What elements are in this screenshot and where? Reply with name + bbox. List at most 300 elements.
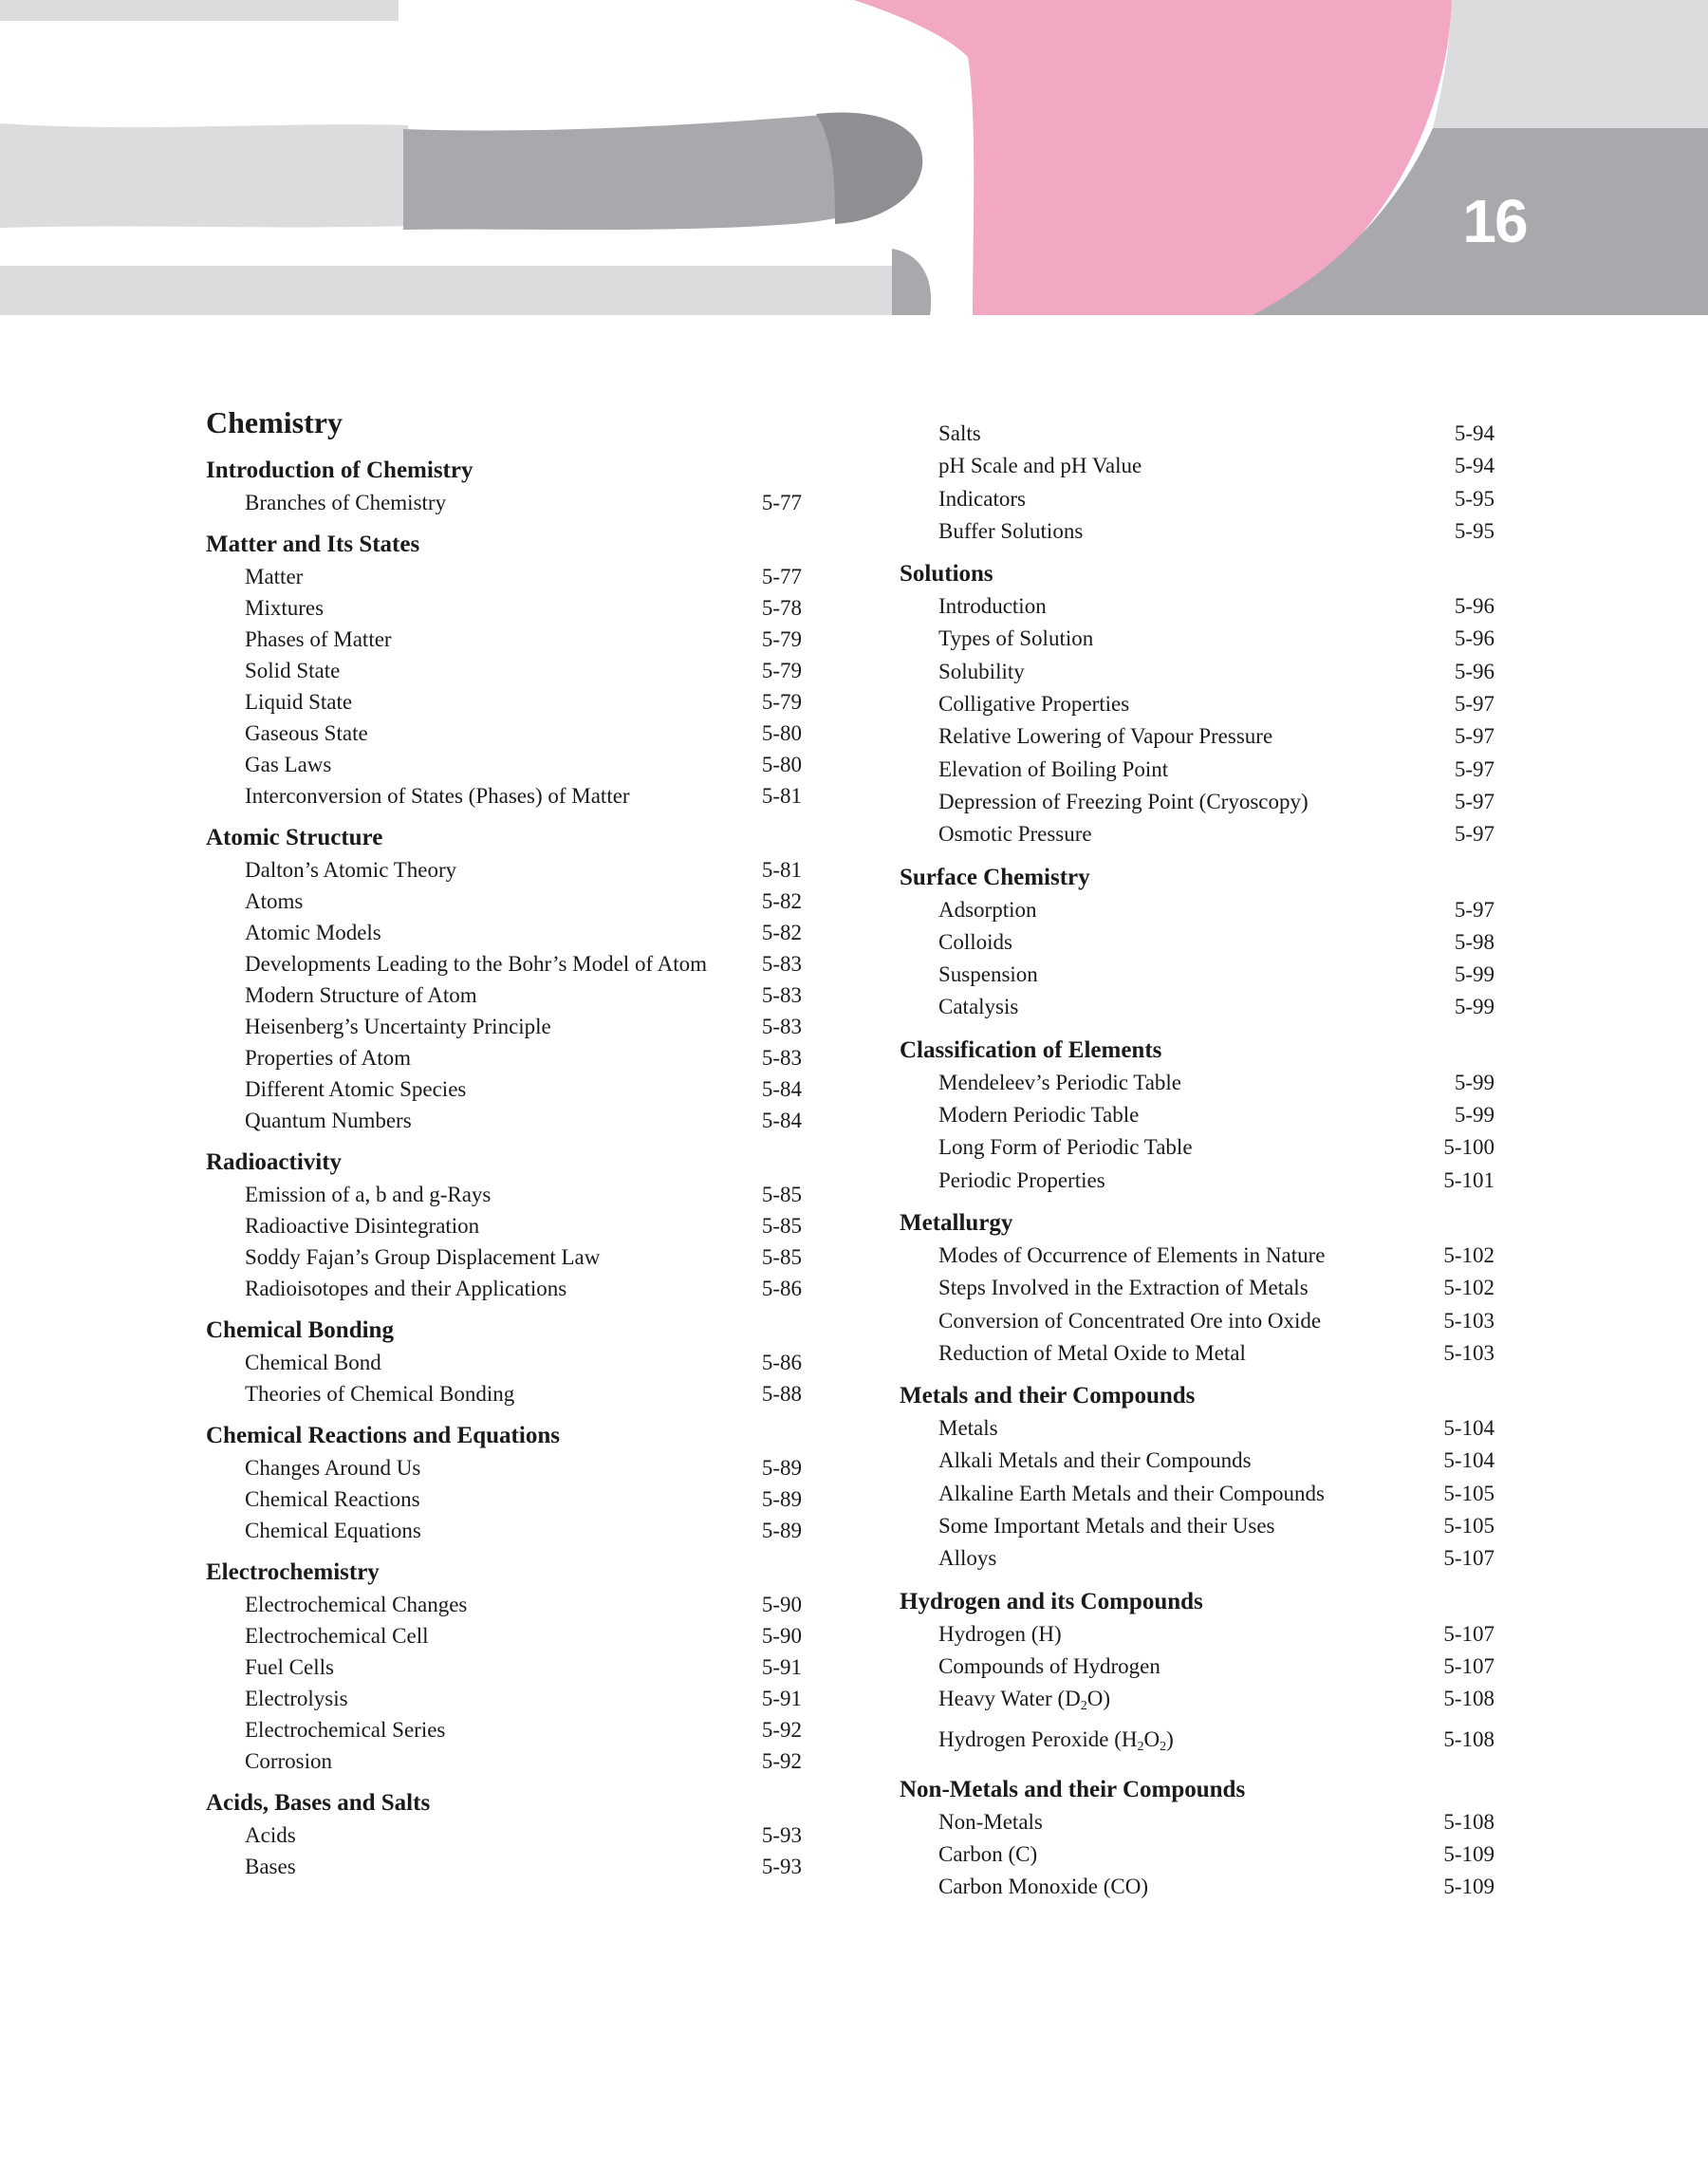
toc-entry-page: 5-93 bbox=[761, 1823, 802, 1848]
toc-entry-label bbox=[938, 959, 1038, 991]
toc-entry-label-text: Radioisotopes and their Applications bbox=[245, 1277, 567, 1301]
toc-section-title[interactable]: Hydrogen and its Compounds bbox=[900, 1588, 1203, 1614]
toc-entry-label bbox=[245, 1620, 429, 1651]
toc-entry-label-text: Buffer Solutions bbox=[938, 518, 1084, 543]
toc-entry-page: 5-103 bbox=[1443, 1308, 1494, 1333]
toc-section-title[interactable]: Metals and their Compounds bbox=[900, 1383, 1196, 1409]
toc-entry-page: 5-85 bbox=[761, 1214, 802, 1239]
toc-entry-label bbox=[245, 1011, 551, 1042]
toc-section-title[interactable]: Electrochemistry bbox=[206, 1559, 380, 1586]
banner-graphic bbox=[0, 0, 1708, 315]
toc-entry-page: 5-82 bbox=[761, 921, 802, 945]
toc-entry-label bbox=[245, 854, 456, 886]
toc-entry-page: 5-97 bbox=[1454, 789, 1494, 813]
toc-section bbox=[900, 1382, 1494, 1575]
toc-entry-label bbox=[938, 1542, 996, 1575]
toc-entry[interactable] bbox=[206, 886, 802, 917]
toc-entry-label bbox=[938, 1099, 1139, 1131]
toc-section-title[interactable]: Surface Chemistry bbox=[900, 864, 1090, 890]
toc-entry[interactable] bbox=[900, 1240, 1494, 1272]
toc-entry-page: 5-109 bbox=[1443, 1875, 1494, 1899]
toc-entry-page: 5-97 bbox=[1454, 822, 1494, 847]
toc-entry-page: 5-99 bbox=[1454, 995, 1494, 1019]
toc-entry[interactable] bbox=[900, 1478, 1494, 1510]
subscript: 2 bbox=[1080, 1699, 1087, 1714]
toc-entry-label-text: Electrochemical Cell bbox=[245, 1624, 429, 1649]
toc-entry-label bbox=[938, 1683, 1110, 1723]
toc-entry[interactable] bbox=[900, 688, 1494, 720]
subscript: 2 bbox=[1137, 1739, 1144, 1754]
toc-entry-label bbox=[938, 1618, 1062, 1651]
toc-entry-page: 5-77 bbox=[761, 491, 802, 515]
toc-entry-label-text: Osmotic Pressure bbox=[938, 822, 1092, 847]
toc-entry-label-text: Theories of Chemical Bonding bbox=[245, 1382, 515, 1407]
toc-entry-page: 5-102 bbox=[1443, 1276, 1494, 1300]
toc-entry-label-text: Non-Metals bbox=[938, 1809, 1043, 1834]
toc-entry-label-text: pH Scale and pH Value bbox=[938, 454, 1142, 478]
toc-entry[interactable] bbox=[206, 1210, 802, 1241]
toc-entry-page: 5-105 bbox=[1443, 1481, 1494, 1505]
toc-entry[interactable] bbox=[206, 592, 802, 624]
toc-section-title[interactable]: Solutions bbox=[900, 561, 993, 588]
toc-entry-label-text: Developments Leading to the Bohr’s Model of Atom bbox=[245, 952, 707, 977]
toc-entry[interactable] bbox=[206, 1179, 802, 1210]
toc-entry-label-text: Some Important Metals and their Uses bbox=[938, 1514, 1275, 1539]
toc-entry-label-text: Phases of Matter bbox=[245, 627, 392, 652]
toc-entry-page: 5-83 bbox=[761, 952, 802, 977]
toc-entry-label bbox=[245, 917, 381, 948]
toc-section-title[interactable]: Introduction of Chemistry bbox=[206, 457, 473, 484]
toc-section-title[interactable]: Atomic Structure bbox=[206, 825, 383, 851]
toc-entry-label-text: Acids bbox=[245, 1823, 296, 1848]
toc-section bbox=[900, 1588, 1494, 1763]
toc-entry-label-text: Metals bbox=[938, 1416, 998, 1441]
toc-entry[interactable] bbox=[206, 686, 802, 718]
toc-entry[interactable] bbox=[900, 1724, 1494, 1763]
toc-entry-label-text: Periodic Properties bbox=[938, 1167, 1105, 1192]
toc-entry-page: 5-89 bbox=[761, 1487, 802, 1512]
toc-entry-label bbox=[938, 1067, 1181, 1099]
toc-entry-page: 5-99 bbox=[1454, 1103, 1494, 1128]
toc-entry[interactable] bbox=[900, 1871, 1494, 1903]
toc-entry[interactable] bbox=[206, 1042, 802, 1073]
toc-entry-page: 5-97 bbox=[1454, 897, 1494, 922]
toc-entry-page: 5-99 bbox=[1454, 1070, 1494, 1094]
toc-entry[interactable] bbox=[206, 1683, 802, 1714]
toc-section bbox=[206, 1422, 802, 1546]
toc-entry-label bbox=[245, 487, 446, 518]
toc-section-title[interactable]: Radioactivity bbox=[206, 1149, 343, 1176]
toc-entry[interactable] bbox=[900, 1510, 1494, 1542]
toc-entry[interactable] bbox=[900, 656, 1494, 688]
toc-entry-label-text: Suspension bbox=[938, 962, 1038, 987]
toc-entry-label bbox=[938, 590, 1047, 623]
toc-entry-label-text: Types of Solution bbox=[938, 626, 1094, 651]
toc-entry-page: 5-83 bbox=[761, 1046, 802, 1071]
toc-entry[interactable] bbox=[206, 1483, 802, 1515]
toc-entry-label-text: ) bbox=[1166, 1726, 1174, 1751]
toc-entry-label bbox=[245, 1651, 334, 1683]
toc-entry-label-text: Colloids bbox=[938, 929, 1012, 954]
header-banner bbox=[0, 0, 1708, 315]
toc-entry-page: 5-92 bbox=[761, 1718, 802, 1743]
toc-right-sections bbox=[900, 560, 1494, 1904]
toc-entry-label-text: Bases bbox=[245, 1855, 296, 1879]
toc-entry-page: 5-108 bbox=[1443, 1726, 1494, 1751]
toc-entry-label bbox=[938, 1478, 1325, 1510]
toc-entry-label-text: Chemical Reactions bbox=[245, 1487, 420, 1512]
toc-section bbox=[900, 1209, 1494, 1370]
toc-entry[interactable] bbox=[900, 1099, 1494, 1131]
toc-entry-label bbox=[245, 1745, 332, 1777]
toc-entry-label bbox=[245, 686, 352, 718]
toc-entry-page: 5-105 bbox=[1443, 1514, 1494, 1539]
toc-section bbox=[206, 1316, 802, 1409]
toc-entry-label-text: Adsorption bbox=[938, 897, 1037, 922]
toc-entry[interactable] bbox=[900, 450, 1494, 482]
toc-entry-label bbox=[245, 624, 392, 655]
toc-entry-label-text: Gaseous State bbox=[245, 721, 368, 746]
toc-entry-label bbox=[245, 1105, 412, 1136]
toc-entry[interactable] bbox=[900, 1445, 1494, 1477]
toc-entry-label-text: Changes Around Us bbox=[245, 1456, 421, 1481]
toc-entry-label-text: Chemical Equations bbox=[245, 1519, 421, 1543]
toc-entry-label bbox=[938, 1871, 1148, 1903]
toc-entry-page: 5-99 bbox=[1454, 962, 1494, 987]
toc-entry-label bbox=[245, 1483, 420, 1515]
toc-section bbox=[206, 1148, 802, 1304]
toc-entry[interactable] bbox=[900, 418, 1494, 450]
toc-entry-page: 5-90 bbox=[761, 1624, 802, 1649]
toc-entry-label-text: Modes of Occurrence of Elements in Nature bbox=[938, 1242, 1326, 1267]
toc-entry-page: 5-82 bbox=[761, 889, 802, 914]
toc-entry-page: 5-100 bbox=[1443, 1135, 1494, 1160]
toc-section bbox=[206, 1558, 802, 1777]
toc-entry[interactable] bbox=[900, 483, 1494, 515]
toc-entry[interactable] bbox=[206, 1589, 802, 1620]
toc-entry-page: 5-104 bbox=[1443, 1416, 1494, 1441]
toc-left-sections bbox=[206, 457, 802, 1882]
toc-section bbox=[206, 1789, 802, 1882]
toc-entry-label-text: Catalysis bbox=[938, 995, 1019, 1019]
toc-entry-label bbox=[245, 948, 707, 980]
toc-entry[interactable] bbox=[900, 991, 1494, 1023]
toc-entry-label-text: Different Atomic Species bbox=[245, 1077, 467, 1102]
toc-entry-label-text: Branches of Chemistry bbox=[245, 491, 447, 515]
toc-entry-page: 5-89 bbox=[761, 1519, 802, 1543]
toc-entry-page: 5-83 bbox=[761, 983, 802, 1008]
toc-entry[interactable] bbox=[206, 1011, 802, 1042]
toc-entry-label-text: Liquid State bbox=[245, 690, 353, 715]
toc-entry[interactable] bbox=[900, 959, 1494, 991]
toc-entry-label-text: Electrolysis bbox=[245, 1687, 348, 1711]
toc-entry-label-text: Heavy Water (D bbox=[938, 1687, 1081, 1711]
subscript: 2 bbox=[1160, 1739, 1167, 1754]
toc-entry[interactable] bbox=[900, 754, 1494, 786]
toc-entry[interactable] bbox=[900, 1165, 1494, 1197]
toc-entry-page: 5-90 bbox=[761, 1593, 802, 1617]
toc-entry-page: 5-79 bbox=[761, 659, 802, 683]
toc-entry[interactable] bbox=[900, 818, 1494, 850]
toc-section bbox=[900, 560, 1494, 850]
toc-entry-label-text: Electrochemical Series bbox=[245, 1718, 446, 1743]
toc-entry-label bbox=[245, 592, 324, 624]
toc-entry-label-text: Atomic Models bbox=[245, 921, 381, 945]
toc-entry-label bbox=[938, 926, 1012, 959]
toc-entry-label bbox=[245, 1851, 296, 1882]
toc-entry[interactable] bbox=[206, 917, 802, 948]
toc-section bbox=[900, 1036, 1494, 1197]
toc-entry-label bbox=[245, 1241, 600, 1273]
toc-entry[interactable] bbox=[206, 948, 802, 980]
toc-entry[interactable] bbox=[900, 926, 1494, 959]
toc-entry-label bbox=[938, 1272, 1309, 1304]
toc-entry-label bbox=[938, 483, 1026, 515]
toc-continued-items bbox=[900, 418, 1494, 548]
toc-entry[interactable] bbox=[900, 515, 1494, 548]
toc-entry[interactable] bbox=[206, 1073, 802, 1105]
toc-entry[interactable] bbox=[206, 1819, 802, 1851]
toc-entry-label-text: Mixtures bbox=[245, 596, 325, 621]
toc-entry-label bbox=[938, 1806, 1043, 1838]
toc-entry[interactable] bbox=[900, 720, 1494, 753]
toc-entry-label-text: Modern Periodic Table bbox=[938, 1103, 1140, 1128]
toc-entry[interactable] bbox=[206, 1378, 802, 1409]
toc-entry-page: 5-81 bbox=[761, 858, 802, 883]
toc-entry[interactable] bbox=[206, 1714, 802, 1745]
toc-entry[interactable] bbox=[206, 749, 802, 780]
toc-entry[interactable] bbox=[206, 1105, 802, 1136]
toc-entry-label-text: Dalton’s Atomic Theory bbox=[245, 858, 457, 883]
toc-section-title[interactable]: Chemical Reactions and Equations bbox=[206, 1423, 560, 1449]
toc-entry-label-text: Indicators bbox=[938, 486, 1026, 511]
toc-entry-page: 5-89 bbox=[761, 1456, 802, 1481]
toc-entry-label-text: Long Form of Periodic Table bbox=[938, 1135, 1193, 1160]
toc-entry-label bbox=[245, 1273, 566, 1304]
toc-entry-label bbox=[245, 886, 303, 917]
toc-section bbox=[206, 531, 802, 812]
toc-entry-label bbox=[938, 1165, 1105, 1197]
toc-entry-page: 5-81 bbox=[761, 784, 802, 809]
toc-entry[interactable] bbox=[206, 1851, 802, 1882]
toc-entry[interactable] bbox=[206, 655, 802, 686]
toc-entry-page: 5-103 bbox=[1443, 1340, 1494, 1365]
toc-entry[interactable] bbox=[206, 718, 802, 749]
toc-entry-label-text: Quantum Numbers bbox=[245, 1109, 412, 1133]
toc-entry[interactable] bbox=[900, 1683, 1494, 1723]
toc-entry-label bbox=[938, 894, 1037, 926]
toc-entry-page: 5-96 bbox=[1454, 626, 1494, 651]
toc-entry-label-text: Electrochemical Changes bbox=[245, 1593, 468, 1617]
toc-entry-label bbox=[245, 1819, 296, 1851]
toc-entry-page: 5-84 bbox=[761, 1077, 802, 1102]
toc-entry-label-text: Relative Lowering of Vapour Pressure bbox=[938, 724, 1273, 749]
toc-entry-page: 5-101 bbox=[1443, 1167, 1494, 1192]
toc-entry-label bbox=[245, 561, 303, 592]
toc-entry-label-text: Mendeleev’s Periodic Table bbox=[938, 1070, 1181, 1094]
toc-entry-label-text: Alloys bbox=[938, 1546, 997, 1571]
toc-entry-label bbox=[938, 991, 1018, 1023]
toc-entry-label bbox=[245, 1683, 348, 1714]
toc-entry-label bbox=[938, 1651, 1160, 1683]
toc-entry[interactable] bbox=[900, 1618, 1494, 1651]
toc-section-title[interactable]: Chemical Bonding bbox=[206, 1317, 394, 1344]
toc-entry-label bbox=[245, 1589, 467, 1620]
toc-section-title[interactable]: Classification of Elements bbox=[900, 1036, 1162, 1063]
toc-entry-label-text: Interconversion of States (Phases) of Matter bbox=[245, 784, 630, 809]
toc-entry[interactable] bbox=[206, 561, 802, 592]
toc-entry-label-text: O bbox=[1143, 1726, 1160, 1751]
toc-entry[interactable] bbox=[206, 780, 802, 812]
toc-entry-label-text: Gas Laws bbox=[245, 753, 332, 777]
toc-entry-label bbox=[938, 818, 1092, 850]
toc-entry-label-text: Atoms bbox=[245, 889, 304, 914]
toc-section-title[interactable]: Metallurgy bbox=[900, 1209, 1013, 1236]
toc-entry-label-text: Modern Structure of Atom bbox=[245, 983, 477, 1008]
toc-entry-label-text: Hydrogen (H) bbox=[938, 1621, 1062, 1646]
toc-entry[interactable] bbox=[206, 854, 802, 886]
toc-entry-page: 5-109 bbox=[1443, 1842, 1494, 1867]
chapter-number: 16 bbox=[1462, 187, 1527, 255]
toc-entry-label-text: Solubility bbox=[938, 659, 1025, 683]
toc-entry-label bbox=[245, 1452, 420, 1483]
toc-entry-page: 5-94 bbox=[1454, 421, 1494, 445]
toc-entry-label bbox=[938, 1305, 1321, 1337]
toc-right-column bbox=[900, 418, 1494, 1916]
toc-entry-page: 5-96 bbox=[1454, 594, 1494, 619]
toc-entry-label-text: Alkali Metals and their Compounds bbox=[938, 1448, 1252, 1473]
toc-entry-label bbox=[938, 1724, 1174, 1763]
toc-entry[interactable] bbox=[206, 487, 802, 518]
toc-entry-label-text: Emission of a, b and g-Rays bbox=[245, 1183, 492, 1207]
toc-entry[interactable] bbox=[206, 1620, 802, 1651]
toc-entry[interactable] bbox=[206, 1515, 802, 1546]
toc-entry-label-text: Introduction bbox=[938, 594, 1047, 619]
toc-entry[interactable] bbox=[900, 1067, 1494, 1099]
toc-entry-label bbox=[245, 1179, 491, 1210]
toc-entry[interactable] bbox=[900, 1337, 1494, 1370]
toc-entry-label-text: O) bbox=[1086, 1687, 1110, 1711]
toc-entry-label-text: Soddy Fajan’s Group Displacement Law bbox=[245, 1245, 601, 1270]
toc-entry[interactable] bbox=[900, 1131, 1494, 1164]
toc-entry-page: 5-79 bbox=[761, 690, 802, 715]
toc-entry-page: 5-107 bbox=[1443, 1653, 1494, 1678]
toc-entry-label bbox=[938, 1510, 1275, 1542]
toc-entry-label-text: Carbon (C) bbox=[938, 1842, 1038, 1867]
toc-entry-label bbox=[938, 656, 1025, 688]
toc-section-title[interactable]: Non-Metals and their Compounds bbox=[900, 1776, 1246, 1802]
toc-entry[interactable] bbox=[900, 590, 1494, 623]
toc-entry[interactable] bbox=[900, 786, 1494, 818]
toc-entry-label-text: Compounds of Hydrogen bbox=[938, 1653, 1160, 1678]
toc-entry-page: 5-91 bbox=[761, 1655, 802, 1680]
toc-entry-page: 5-95 bbox=[1454, 518, 1494, 543]
toc-entry-label bbox=[245, 1515, 421, 1546]
toc-entry-label bbox=[938, 720, 1272, 753]
toc-entry-label bbox=[245, 1378, 514, 1409]
toc-entry-page: 5-97 bbox=[1454, 692, 1494, 717]
toc-entry[interactable] bbox=[206, 1452, 802, 1483]
toc-entry-page: 5-108 bbox=[1443, 1687, 1494, 1711]
toc-entry-label-text: Fuel Cells bbox=[245, 1655, 334, 1680]
toc-entry-page: 5-86 bbox=[761, 1277, 802, 1301]
toc-entry-page: 5-98 bbox=[1454, 929, 1494, 954]
toc-entry[interactable] bbox=[206, 1347, 802, 1378]
toc-entry-label-text: Conversion of Concentrated Ore into Oxide bbox=[938, 1308, 1322, 1333]
toc-entry[interactable] bbox=[900, 1305, 1494, 1337]
toc-entry-page: 5-77 bbox=[761, 565, 802, 589]
toc-entry-label-text: Chemical Bond bbox=[245, 1351, 381, 1375]
toc-entry-page: 5-102 bbox=[1443, 1242, 1494, 1267]
toc-entry-label bbox=[245, 980, 477, 1011]
toc-entry[interactable] bbox=[900, 1651, 1494, 1683]
toc-entry-label bbox=[938, 1412, 998, 1445]
toc-entry-label bbox=[938, 1445, 1252, 1477]
toc-entry-page: 5-108 bbox=[1443, 1809, 1494, 1834]
toc-section-title[interactable]: Matter and Its States bbox=[206, 532, 420, 558]
toc-entry[interactable] bbox=[206, 624, 802, 655]
toc-entry[interactable] bbox=[900, 1806, 1494, 1838]
toc-entry-label bbox=[245, 1042, 411, 1073]
toc-entry-label-text: Salts bbox=[938, 421, 981, 445]
toc-section-title[interactable]: Acids, Bases and Salts bbox=[206, 1790, 431, 1817]
toc-entry-page: 5-107 bbox=[1443, 1546, 1494, 1571]
toc-entry-label bbox=[938, 418, 981, 450]
toc-entry[interactable] bbox=[900, 623, 1494, 655]
toc-entry-label bbox=[938, 1240, 1325, 1272]
toc-entry-label bbox=[245, 749, 331, 780]
toc-entry-label-text: Heisenberg’s Uncertainty Principle bbox=[245, 1015, 551, 1039]
toc-entry-label-text: Steps Involved in the Extraction of Metals bbox=[938, 1276, 1309, 1300]
toc-entry-label-text: Solid State bbox=[245, 659, 341, 683]
toc-entry-label-text: Corrosion bbox=[245, 1749, 332, 1774]
toc-entry-page: 5-80 bbox=[761, 753, 802, 777]
toc-entry-page: 5-79 bbox=[761, 627, 802, 652]
toc-entry[interactable] bbox=[206, 1745, 802, 1777]
toc-entry[interactable] bbox=[900, 1272, 1494, 1304]
toc-entry[interactable] bbox=[900, 1838, 1494, 1871]
toc-title: Chemistry bbox=[206, 405, 343, 439]
toc-entry-label-text: Colligative Properties bbox=[938, 692, 1130, 717]
toc-entry[interactable] bbox=[900, 894, 1494, 926]
toc-entry-label bbox=[245, 718, 368, 749]
toc-entry-label-text: Carbon Monoxide (CO) bbox=[938, 1875, 1149, 1899]
toc-section bbox=[206, 457, 802, 518]
toc-entry-label bbox=[938, 1838, 1037, 1871]
toc-entry-page: 5-91 bbox=[761, 1687, 802, 1711]
toc-entry-page: 5-104 bbox=[1443, 1448, 1494, 1473]
toc-entry-page: 5-85 bbox=[761, 1245, 802, 1270]
toc-entry[interactable] bbox=[206, 1273, 802, 1304]
toc-entry-page: 5-97 bbox=[1454, 756, 1494, 781]
toc-entry[interactable] bbox=[206, 1651, 802, 1683]
toc-entry-page: 5-86 bbox=[761, 1351, 802, 1375]
toc-entry[interactable] bbox=[206, 980, 802, 1011]
toc-entry-label-text: Matter bbox=[245, 565, 304, 589]
toc-entry-label bbox=[938, 515, 1083, 548]
toc-entry[interactable] bbox=[900, 1412, 1494, 1445]
toc-entry-label bbox=[245, 1210, 479, 1241]
toc-entry-label bbox=[245, 655, 340, 686]
toc-entry[interactable] bbox=[900, 1542, 1494, 1575]
toc-entry-label-text: Reduction of Metal Oxide to Metal bbox=[938, 1340, 1246, 1365]
toc-entry-label-text: Elevation of Boiling Point bbox=[938, 756, 1169, 781]
toc-entry-label bbox=[245, 780, 630, 812]
toc-entry-page: 5-84 bbox=[761, 1109, 802, 1133]
toc-entry-label bbox=[245, 1073, 466, 1105]
toc-entry-label bbox=[938, 623, 1093, 655]
toc-entry[interactable] bbox=[206, 1241, 802, 1273]
